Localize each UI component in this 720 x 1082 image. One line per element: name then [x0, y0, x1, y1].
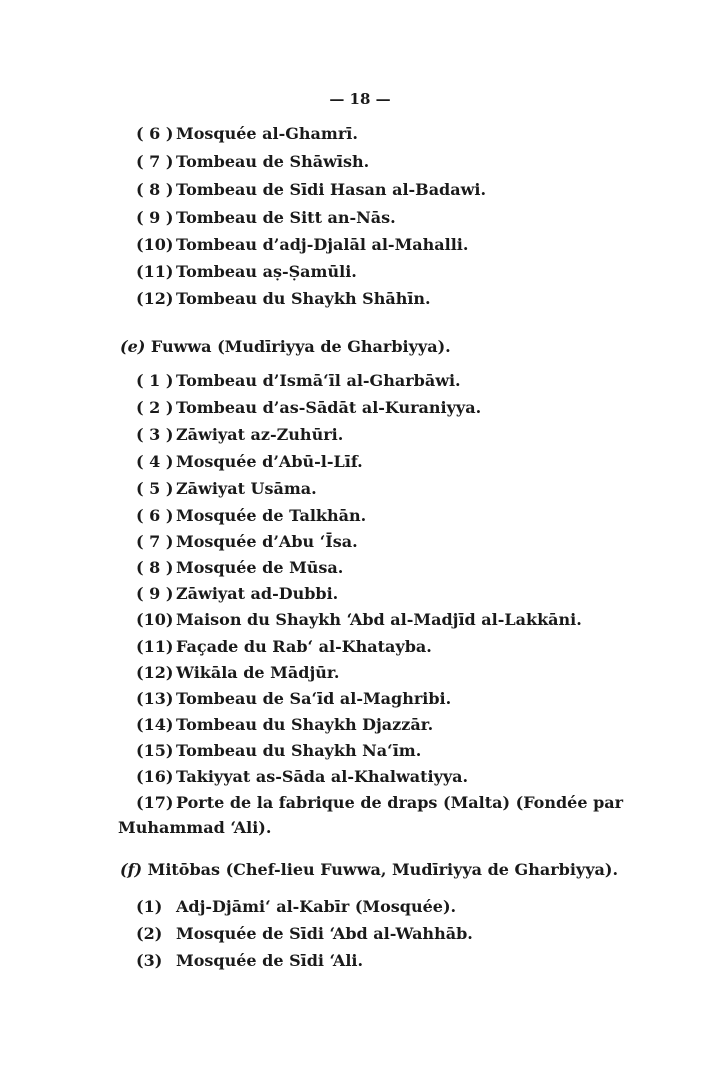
item-text: Tombeau du Shaykh Shāhīn. [176, 289, 431, 308]
section-heading-e [120, 337, 451, 357]
list-item [136, 208, 396, 228]
item-text: Tombeau de Sīdi Hasan al-Badawi. [176, 180, 487, 199]
section-title: Fuwwa (Mudīriyya de Gharbiyya). [150, 337, 451, 356]
item-text: Zāwiyat az-Zuhūri. [176, 425, 344, 444]
item-text: Porte de la fabrique de draps (Malta) (Fondée par [176, 793, 624, 812]
section-letter: (f) [120, 860, 143, 879]
item-number: (11) [136, 262, 174, 281]
item-number: ( 3 ) [136, 425, 174, 444]
item-text: Mosquée de Sīdi ‘Abd al-Wahhāb. [176, 924, 473, 943]
item-number: (10) [136, 610, 174, 629]
item-number: (17) [136, 793, 174, 812]
item-number: ( 6 ) [136, 506, 174, 525]
item-text: Wikāla de Mādjūr. [176, 663, 340, 682]
list-item [136, 715, 433, 735]
list-item [136, 532, 358, 552]
item-text: Tombeau aṣ-Ṣamūli. [176, 262, 357, 281]
item-text: Adj-Djāmi‘ al-Kabīr (Mosquée). [176, 897, 457, 916]
list-item [136, 262, 357, 282]
list-item [136, 398, 481, 418]
item-text: Muhammad ‘Ali). [118, 818, 272, 837]
list-item [136, 152, 369, 172]
item-number: ( 5 ) [136, 479, 174, 498]
list-item [136, 180, 486, 200]
item-text: Tombeau de Shāwīsh. [176, 152, 370, 171]
list-item [136, 124, 358, 144]
item-text: Mosquée d’Abū-l-Līf. [176, 452, 363, 471]
item-number: (13) [136, 689, 174, 708]
item-text: Tombeau de Sa‘īd al-Maghribi. [176, 689, 452, 708]
list-item [136, 610, 582, 630]
list-item [136, 793, 623, 813]
item-text: Zāwiyat ad-Dubbi. [176, 584, 339, 603]
list-item [136, 235, 468, 255]
list-item [136, 558, 343, 578]
list-item [136, 584, 338, 604]
list-item [136, 479, 317, 499]
list-item [136, 767, 468, 787]
item-text: Zāwiyat Usāma. [176, 479, 317, 498]
list-item [136, 425, 343, 445]
item-number: ( 7 ) [136, 532, 174, 551]
item-number: ( 8 ) [136, 180, 174, 199]
list-item [136, 371, 461, 391]
item-text: Tombeau d’adj-Djalāl al-Mahalli. [176, 235, 469, 254]
list-item [136, 741, 421, 761]
item-number: ( 6 ) [136, 124, 174, 143]
section-letter: (e) [120, 337, 146, 356]
item-text: Tombeau du Shaykh Na‘īm. [176, 741, 422, 760]
item-number: ( 8 ) [136, 558, 174, 577]
list-item [136, 897, 456, 917]
list-item [136, 452, 363, 472]
item-number: ( 4 ) [136, 452, 174, 471]
item-text: Mosquée al-Ghamrī. [176, 124, 358, 143]
item-number: (12) [136, 289, 174, 308]
list-item-continuation [118, 818, 271, 838]
item-number: ( 1 ) [136, 371, 174, 390]
item-text: Mosquée de Sīdi ‘Ali. [176, 951, 364, 970]
section-title: Mitōbas (Chef-lieu Fuwwa, Mudīriyya de Gharbiyya). [147, 860, 619, 879]
item-text: Mosquée d’Abu ‘Īsa. [176, 532, 358, 551]
item-text: Façade du Rab‘ al-Khatayba. [176, 637, 432, 656]
list-item [136, 951, 363, 971]
list-item [136, 663, 339, 683]
list-item [136, 506, 366, 526]
item-number: (3) [136, 951, 163, 970]
list-item [136, 924, 473, 944]
item-text: Takiyyat as-Sāda al-Khalwatiyya. [176, 767, 469, 786]
item-text: Tombeau de Sitt an-Nās. [176, 208, 396, 227]
list-item [136, 689, 451, 709]
item-text: Tombeau d’as-Sādāt al-Kuraniyya. [176, 398, 482, 417]
item-number: (1) [136, 897, 163, 916]
item-text: Tombeau du Shaykh Djazzār. [176, 715, 434, 734]
section-heading-f [120, 860, 618, 880]
list-item [136, 289, 431, 309]
item-text: Mosquée de Talkhān. [176, 506, 367, 525]
item-text: Maison du Shaykh ‘Abd al-Madjīd al-Lakkāni. [176, 610, 582, 629]
item-number: ( 7 ) [136, 152, 174, 171]
item-number: (16) [136, 767, 174, 786]
item-number: (2) [136, 924, 163, 943]
item-number: ( 2 ) [136, 398, 174, 417]
item-number: (14) [136, 715, 174, 734]
list-item [136, 637, 432, 657]
item-number: (12) [136, 663, 174, 682]
page-number: — 18 — [329, 90, 391, 108]
item-number: ( 9 ) [136, 584, 174, 603]
item-number: (10) [136, 235, 174, 254]
item-text: Tombeau d’Ismā‘īl al-Gharbāwi. [176, 371, 461, 390]
item-number: ( 9 ) [136, 208, 174, 227]
item-number: (11) [136, 637, 174, 656]
item-text: Mosquée de Mūsa. [176, 558, 344, 577]
item-number: (15) [136, 741, 174, 760]
